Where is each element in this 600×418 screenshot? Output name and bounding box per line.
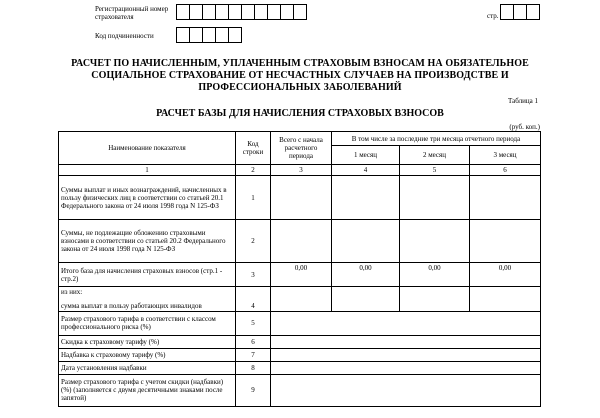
row-code: 5 [236, 311, 271, 335]
page-boxes[interactable] [500, 4, 539, 20]
value-cell[interactable] [332, 220, 400, 263]
page-box[interactable] [500, 4, 514, 20]
value-cell[interactable] [400, 220, 470, 263]
value-cell[interactable] [271, 176, 332, 220]
row-name: Размер страхового тарифа с учетом скидки (надбавки) (%) (заполняется с двумя десятичными знаками после запятой) [59, 374, 236, 406]
table-row [59, 374, 541, 406]
col-header-total: Всего с начала расчетного периода [271, 132, 332, 165]
col-number: 1 [59, 165, 236, 176]
col-number: 3 [271, 165, 332, 176]
value-cell[interactable] [271, 348, 541, 361]
value-cell[interactable] [470, 176, 541, 220]
base-table [58, 131, 541, 407]
value-cell[interactable]: 0,00 [470, 263, 541, 287]
value-cell[interactable] [271, 220, 332, 263]
sub-code-box[interactable] [215, 27, 229, 43]
reg-number-box[interactable] [215, 4, 229, 20]
row-code: 6 [236, 335, 271, 348]
row-name: Скидка к страховому тарифу (%) [59, 335, 236, 348]
value-cell[interactable] [271, 287, 332, 312]
row-code: 7 [236, 348, 271, 361]
reg-number-box[interactable] [189, 4, 203, 20]
col-number: 2 [236, 165, 271, 176]
table-row [59, 335, 541, 348]
col-number: 6 [470, 165, 541, 176]
row-code [236, 287, 271, 298]
page-box[interactable] [526, 4, 540, 20]
reg-number-box[interactable] [202, 4, 216, 20]
row-code: 9 [236, 374, 271, 406]
page-box[interactable] [513, 4, 527, 20]
value-cell[interactable]: 0,00 [400, 263, 470, 287]
value-cell[interactable] [470, 287, 541, 312]
row-name: Дата установления надбавки [59, 361, 236, 374]
reg-number-box[interactable] [267, 4, 281, 20]
table-row [59, 220, 541, 263]
table-row [59, 348, 541, 361]
units-label: (руб. коп.) [509, 123, 540, 131]
row-name: Размер страхового тарифа в соответствии с классом профессионального риска (%) [59, 311, 236, 335]
table-subtitle: РАСЧЕТ БАЗЫ ДЛЯ НАЧИСЛЕНИЯ СТРАХОВЫХ ВЗНОСОВ [156, 108, 444, 119]
value-cell[interactable] [271, 361, 541, 374]
reg-number-box[interactable] [176, 4, 190, 20]
reg-number-box[interactable] [228, 4, 242, 20]
value-cell[interactable] [271, 374, 541, 406]
row-name: Итого база для начисления страховых взносов (стр.1 - стр.2) [59, 263, 236, 287]
row-name: Надбавка к страховому тарифу (%) [59, 348, 236, 361]
value-cell[interactable]: 0,00 [271, 263, 332, 287]
col-number: 4 [332, 165, 400, 176]
value-cell[interactable] [271, 335, 541, 348]
row-code: 3 [236, 263, 271, 287]
col-header-month3: 3 месяц [470, 146, 541, 165]
reg-number-box[interactable] [241, 4, 255, 20]
value-cell[interactable] [271, 311, 541, 335]
row-code: 8 [236, 361, 271, 374]
col-number: 5 [400, 165, 470, 176]
reg-number-box[interactable] [254, 4, 268, 20]
reg-number-label: Регистрационный номер страхователя [95, 5, 169, 21]
reg-number-boxes[interactable] [176, 4, 306, 20]
row-code: 1 [236, 176, 271, 220]
col-header-last3: В том числе за последние три месяца отчетного периода [332, 132, 541, 146]
sub-code-label: Код подчиненности [95, 32, 154, 40]
col-header-month2: 2 месяц [400, 146, 470, 165]
value-cell[interactable] [470, 220, 541, 263]
sub-code-box[interactable] [202, 27, 216, 43]
col-header-name: Наименование показателя [59, 132, 236, 165]
table-row [59, 287, 541, 298]
row-name: Суммы выплат и иных вознаграждений, начисленных в пользу физических лиц в соответствии со статьей 20.1 Федерального закона от 24 июля 1998 года N 125-ФЗ [59, 176, 236, 220]
row-code: 2 [236, 220, 271, 263]
value-cell[interactable] [400, 176, 470, 220]
row-name: сумма выплат в пользу работающих инвалидов [59, 297, 236, 311]
row-name: из них: [59, 287, 236, 298]
table-label: Таблица 1 [508, 97, 538, 105]
table-row [59, 311, 541, 335]
sub-code-boxes[interactable] [176, 27, 241, 43]
reg-number-box[interactable] [280, 4, 294, 20]
value-cell[interactable] [332, 287, 400, 312]
table-row [59, 361, 541, 374]
col-header-month1: 1 месяц [332, 146, 400, 165]
sub-code-box[interactable] [189, 27, 203, 43]
sub-code-box[interactable] [176, 27, 190, 43]
value-cell[interactable]: 0,00 [332, 263, 400, 287]
table-row [59, 176, 541, 220]
value-cell[interactable] [332, 176, 400, 220]
row-code: 4 [236, 297, 271, 311]
table-row [59, 263, 541, 287]
reg-number-box[interactable] [293, 4, 307, 20]
col-header-code: Код строки [236, 132, 271, 165]
row-name: Суммы, не подлежащие обложению страховыми взносами в соответствии со статьей 20.2 Федерального закона от 24 июля 1998 года N 125-ФЗ [59, 220, 236, 263]
sub-code-box[interactable] [228, 27, 242, 43]
value-cell[interactable] [400, 287, 470, 312]
page-label: стр. [487, 12, 499, 20]
form-title: РАСЧЕТ ПО НАЧИСЛЕННЫМ, УПЛАЧЕННЫМ СТРАХОВЫМ ВЗНОСАМ НА ОБЯЗАТЕЛЬНОЕ СОЦИАЛЬНОЕ СТРАХОВАНИЕ ОТ НЕСЧАСТНЫХ СЛУЧАЕВ НА ПРОИЗВОДСТВЕ И ПРОФЕССИОНАЛЬНЫХ ЗАБОЛЕВАНИЙ [71, 58, 529, 93]
